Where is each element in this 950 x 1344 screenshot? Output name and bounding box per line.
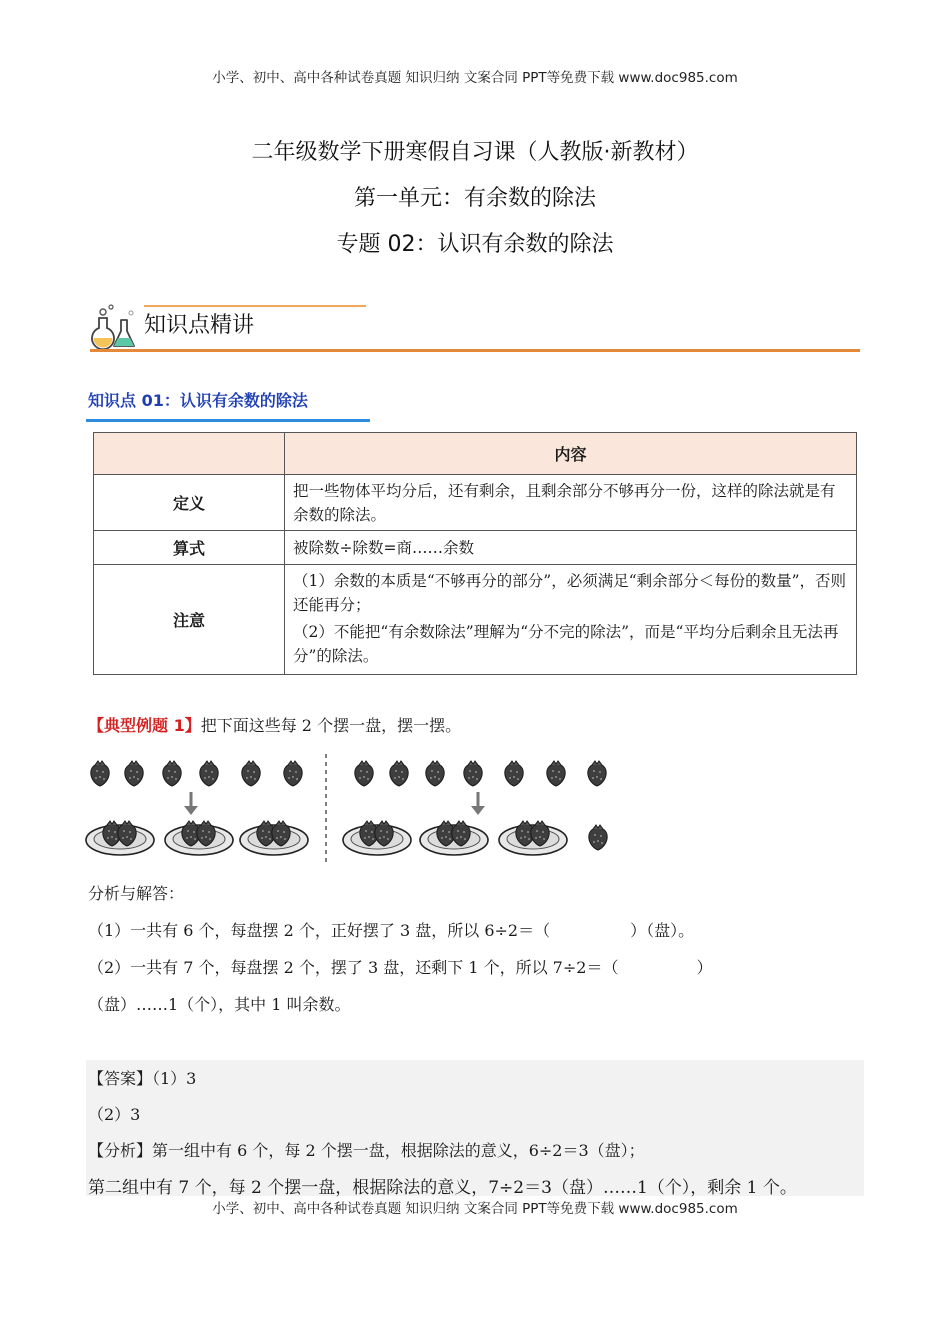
answer-box	[86, 1060, 864, 1196]
note-2: （2）不能把“有余数除法”理解为“分不完的除法”，而是“平均分后剩余且无法再分”的除法。	[293, 623, 839, 665]
flask-icon	[90, 304, 138, 350]
row-text-formula: 被除数÷除数=商……余数	[285, 531, 857, 565]
banner-title: 知识点精讲	[144, 313, 255, 338]
knowledge-table	[93, 432, 857, 675]
group1-strawberries-top	[91, 761, 302, 786]
example-title	[88, 713, 461, 736]
group2-plates	[343, 821, 607, 855]
row-text-notes	[285, 565, 857, 675]
analysis-label: 分析与解答：	[88, 884, 185, 903]
analysis-explanation-1: 【分析】第一组中有 6 个，每 2 个摆一盘，根据除法的意义，6÷2＝3（盘）；	[88, 1141, 645, 1160]
analysis-explanation-2: 第二组中有 7 个，每 2 个摆一盘，根据除法的意义，7÷2＝3（盘）……1（个），剩余 1 个。	[88, 1178, 797, 1198]
example-prompt: 把下面这些每 2 个摆一盘，摆一摆。	[200, 716, 462, 735]
page-footer: 小学、初中、高中各种试卷真题 知识归纳 文案合同 PPT等免费下载 www.doc985.com	[212, 1201, 738, 1217]
table-header-empty	[94, 433, 285, 475]
note-1: （1）余数的本质是“不够再分的部分”，必须满足“剩余部分＜每份的数量”，否则还能再分；	[293, 572, 847, 614]
page-header: 小学、初中、高中各种试卷真题 知识归纳 文案合同 PPT等免费下载 www.doc985.com	[212, 70, 738, 86]
answer-line-1: 【答案】（1）3	[88, 1069, 197, 1088]
banner-accent-line	[144, 305, 366, 307]
example-tag: 【典型例题 1】	[88, 716, 201, 735]
analysis-line-1: （1）一共有 6 个，每盘摆 2 个，正好摆了 3 盘，所以 6÷2＝（ ）（盘）。	[88, 921, 695, 940]
strawberry-figure	[84, 752, 624, 864]
row-label-definition: 定义	[94, 475, 285, 531]
group1-plates	[86, 821, 308, 855]
section-banner	[90, 300, 860, 354]
answer-line-2: （2）3	[88, 1105, 141, 1124]
title-block	[0, 136, 950, 274]
knowledge-point-heading: 知识点 01：认识有余数的除法	[88, 391, 308, 410]
banner-underline	[90, 349, 860, 352]
analysis-line-2: （2）一共有 7 个，每盘摆 2 个，摆了 3 盘，还剩下 1 个，所以 7÷2＝（ ）	[88, 958, 713, 977]
row-label-formula: 算式	[94, 531, 285, 565]
group2-strawberries-top	[355, 761, 606, 786]
row-text-definition: 把一些物体平均分后，还有剩余，且剩余部分不够再分一份，这样的除法就是有余数的除法。	[285, 475, 857, 531]
knowledge-point-underline	[86, 419, 370, 422]
topic-title: 专题 02：认识有余数的除法	[336, 232, 614, 257]
table-header-content: 内容	[285, 433, 857, 475]
main-title: 二年级数学下册寒假自习课（人教版·新教材）	[251, 140, 699, 165]
analysis-line-3: （盘）……1（个），其中 1 叫余数。	[88, 995, 351, 1014]
row-label-notes: 注意	[94, 565, 285, 675]
down-arrow-icon	[184, 792, 198, 815]
unit-title: 第一单元：有余数的除法	[353, 186, 596, 211]
down-arrow-icon	[471, 792, 485, 815]
